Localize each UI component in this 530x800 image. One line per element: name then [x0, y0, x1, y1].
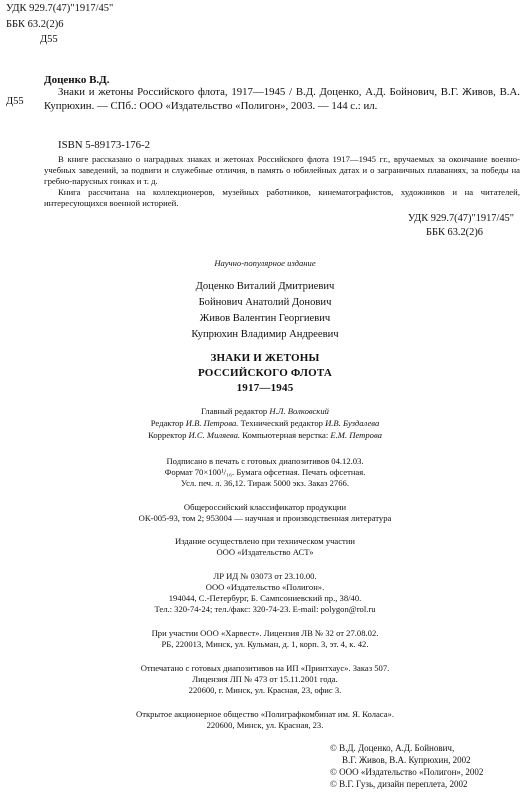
publisher-phones: Тел.: 320-74-24; тел./факс: 320-74-23. E-mail: polygon@rol.ru [154, 604, 376, 614]
copyright-line4: © В.Г. Гузь, дизайн переплета, 2002 [330, 779, 468, 789]
editors-line [0, 418, 530, 428]
chief-editor-label: Главный редактор [201, 406, 268, 416]
card-margin-index: Д55 [6, 96, 24, 107]
printer3-line1: Открытое акционерное общество «Полиграфкомбинат им. Я. Коласа». [136, 709, 394, 719]
printer3-line2: 220600, Минск, ул. Красная, 23. [206, 720, 324, 730]
copyright-line2: В.Г. Живов, В.А. Купрюхин, 2002 [342, 755, 471, 765]
publisher-address: 194044, С.-Петербург, Б. Сампсониевский пр., 38/40. [168, 593, 362, 603]
card-author: Доценко В.Д. [44, 74, 110, 86]
participation-line1: Издание осуществлено при техническом участии [174, 536, 356, 546]
printer2-line1: Отпечатано с готовых диапозитивов на ИП «Принтхаус». Заказ 507. [140, 663, 390, 673]
author-1: Доценко Виталий Дмитриевич [195, 281, 335, 292]
copyright-line3: © ООО «Издательство «Полигон», 2002 [330, 767, 484, 777]
header-udk: УДК 929.7(47)"1917/45" [6, 3, 114, 14]
card-udk: УДК 929.7(47)"1917/45" [407, 213, 514, 224]
header-index: Д55 [40, 34, 58, 45]
printer2-line2: Лицензия ЛП № 473 от 15.11.2001 года. [192, 674, 338, 684]
card-isbn: ISBN 5-89173-176-2 [58, 139, 151, 151]
imprint-signed: Подписано в печать с готовых диапозитивов 04.12.03. [166, 456, 364, 466]
card-biblio: Знаки и жетоны Российского флота, 1917—1945 / В.Д. Доценко, А.Д. Бойнович, В.Г. Живов, В.А. Купрюхин. — СПб.: ООО «Издательство «Полигон», 2003. — 144 с.: ил. [44, 86, 520, 112]
card-annotation-2: Книга рассчитана на коллекционеров, музейных работников, кинематографистов, художников и на читателей, интересующихся военной историей. [44, 187, 520, 208]
book-title-line1: ЗНАКИ И ЖЕТОНЫ [210, 352, 320, 364]
printer2-line3: 220600, г. Минск, ул. Красная, 23, офис 3. [188, 685, 342, 695]
classifier-line1: Общероссийский классификатор продукции [183, 502, 347, 512]
editor-label: Редактор [150, 418, 184, 428]
tech-editor-label: Технический редактор [240, 418, 323, 428]
printer1-line2: РБ, 220013, Минск, ул. Кульман, д. 1, корп. 3, эт. 4, к. 42. [161, 639, 369, 649]
participation-line2: ООО «Издательство АСТ» [216, 547, 314, 557]
card-annotation-1: В книге рассказано о наградных знаках и жетонах Российского флота 1917—1945 гг., вручаемых за окончание военно-учебных заведений, за подвиги и служебные отличия, в память о юбилейных датах и о заграничных плаваниях, за победы на гребно-парусных гонках и т. д. [44, 154, 520, 186]
layout-label: Компьютерная верстка: [242, 430, 329, 440]
copyright-line1: © В.Д. Доценко, А.Д. Бойнович, [330, 743, 455, 753]
corrector-line [0, 430, 530, 440]
header-bbk: ББК 63.2(2)6 [6, 19, 64, 30]
author-4: Купрюхин Владимир Андреевич [191, 329, 339, 340]
author-3: Живов Валентин Георгиевич [199, 313, 331, 324]
imprint-volume: Усл. печ. л. 36,12. Тираж 5000 экз. Заказ 2766. [181, 478, 349, 488]
layout-name: Е.М. Петрова [330, 430, 382, 440]
chief-editor-line [0, 406, 530, 416]
tech-editor-name: И.В. Буздалева [325, 418, 380, 428]
publisher-license: ЛР ИД № 03073 от 23.10.00. [213, 571, 317, 581]
author-2: Бойнович Анатолий Донович [198, 297, 332, 308]
printer1-line1: При участии ООО «Харвест». Лицензия ЛВ № 32 от 27.08.02. [151, 628, 379, 638]
publisher-name: ООО «Издательство «Полигон». [205, 582, 325, 592]
edition-type: Научно-популярное издание [214, 258, 316, 268]
editor-name: И.В. Петрова. [185, 418, 239, 428]
imprint-format: Формат 70×100¹/₁₆. Бумага офсетная. Печать офсетная. [164, 467, 366, 477]
book-title-years: 1917—1945 [236, 382, 294, 394]
classifier-line2: ОК-005-93, том 2; 953004 — научная и производственная литература [138, 513, 392, 523]
corrector-name: И.С. Миляева. [188, 430, 241, 440]
corrector-label: Корректор [148, 430, 187, 440]
book-title-line2: РОССИЙСКОГО ФЛОТА [197, 367, 333, 379]
chief-editor-name: Н.Л. Волковский [269, 406, 329, 416]
card-bbk: ББК 63.2(2)6 [426, 227, 483, 238]
